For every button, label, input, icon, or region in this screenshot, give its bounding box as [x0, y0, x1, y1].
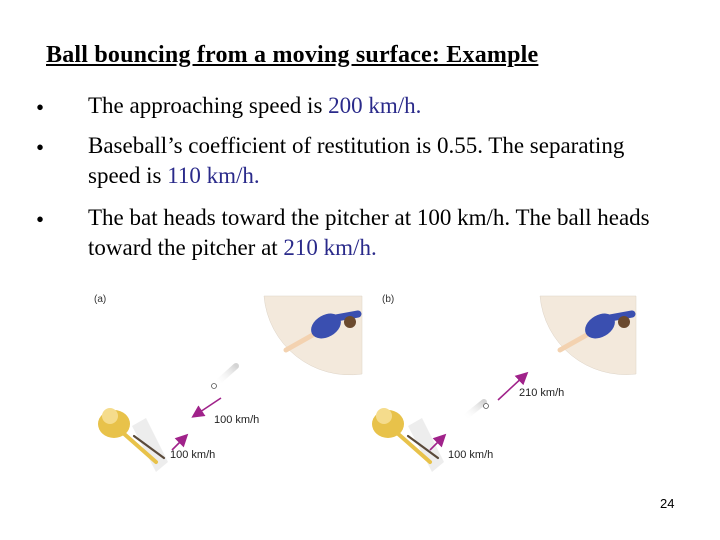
- bullet-2-value: 110 km/h.: [167, 163, 260, 188]
- panel-a-label: (a): [94, 294, 107, 305]
- slide-title: Ball bouncing from a moving surface: Example: [46, 42, 539, 68]
- bullet-1: [88, 91, 688, 121]
- bullet-1-text: The approaching speed is: [88, 93, 329, 118]
- page-number: 24: [660, 496, 675, 511]
- baseball-a: [212, 384, 217, 389]
- bullet-marker-1: •: [36, 95, 45, 120]
- bat-arrow-a: [172, 436, 186, 450]
- ball-speed-a: 100 km/h: [214, 414, 260, 426]
- bullet-3: [88, 203, 678, 263]
- bat-speed-b: 100 km/h: [448, 449, 494, 461]
- baseball-bat-figure: [86, 286, 646, 486]
- ball-streak-b: [464, 402, 484, 418]
- bat-speed-a: 100 km/h: [170, 449, 216, 461]
- bullet-3-text: The bat heads toward the pitcher at 100 km/h. The ball heads toward the pitcher at: [88, 205, 650, 260]
- baseball-b: [484, 404, 489, 409]
- bullet-2-text: Baseball’s coefficient of restitution is 0.55. The separating speed is: [88, 133, 625, 188]
- bullet-2: [88, 131, 648, 191]
- ball-streak-a: [216, 366, 236, 384]
- bullet-1-value: 200 km/h.: [328, 93, 422, 118]
- bullet-marker-3: •: [36, 207, 45, 232]
- panel-b-label: (b): [382, 294, 395, 305]
- bullet-3-value: 210 km/h.: [283, 235, 377, 260]
- bullet-marker-2: •: [36, 135, 45, 160]
- ball-speed-b: 210 km/h: [519, 387, 565, 399]
